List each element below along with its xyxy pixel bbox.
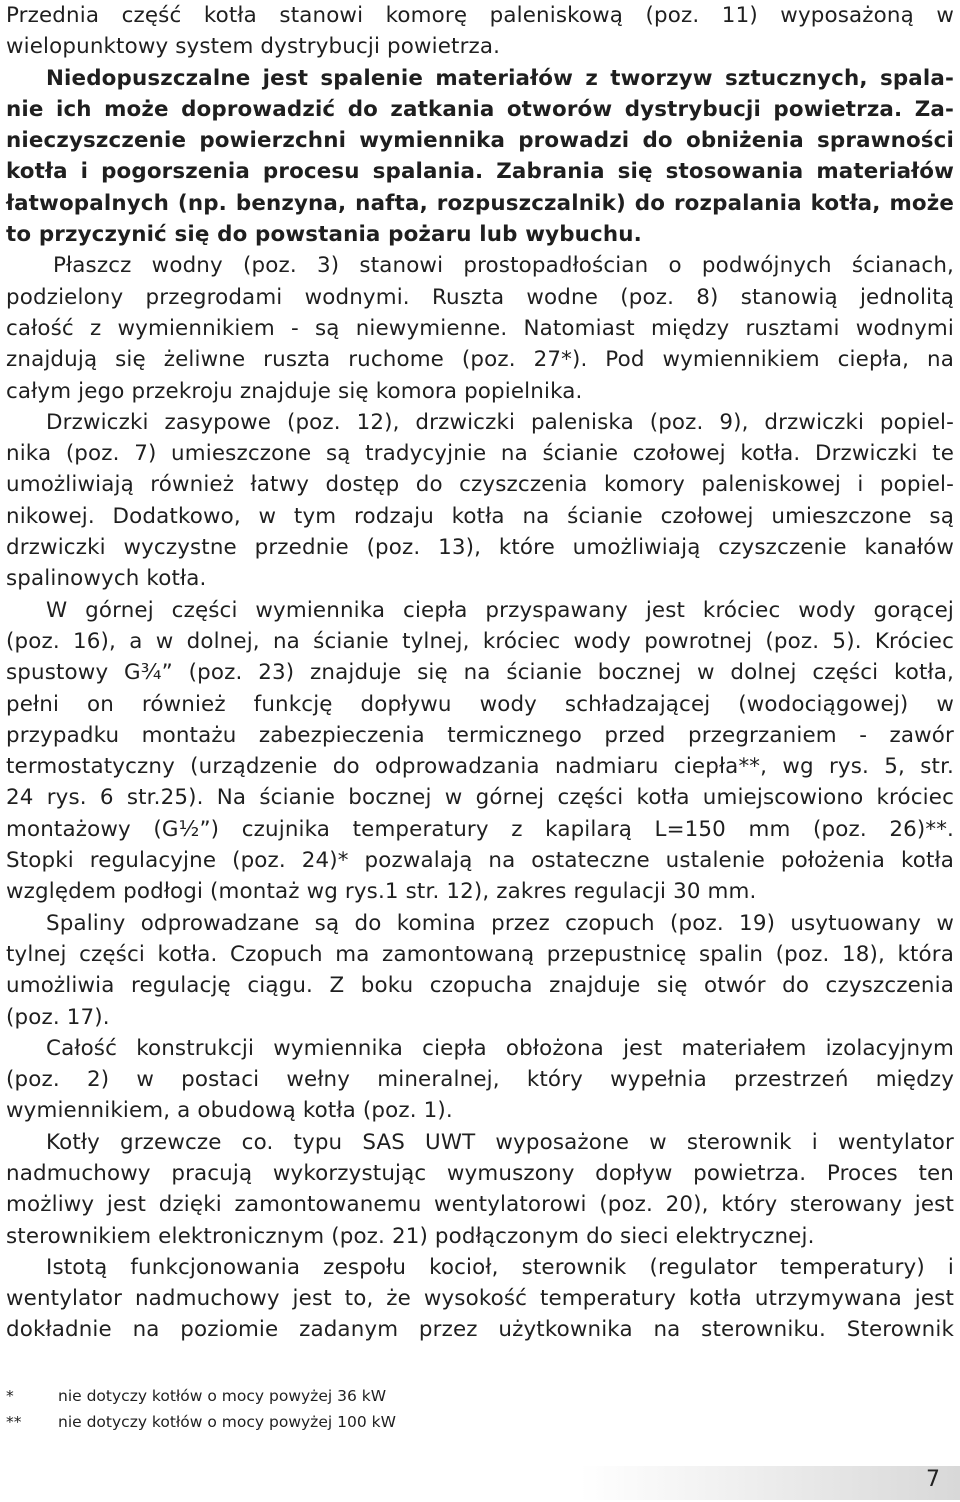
text-line: Kotły grzewcze co. typu SAS UWT wyposażone w sterownik i wentylator bbox=[46, 1129, 954, 1155]
text-line: całym jego przekroju znajduje się komora popielnika. bbox=[6, 378, 583, 404]
text-line: możliwy jest dzięki zamontowanemu wentylatorowi (poz. 20), który sterowany jest bbox=[6, 1192, 954, 1218]
text-line: Całość konstrukcji wymiennika ciepła obłożona jest materiałem izolacyjnym bbox=[46, 1035, 954, 1061]
text-line: (poz. 17). bbox=[6, 1004, 110, 1030]
footnote-2 bbox=[6, 1409, 706, 1435]
text-line: tylnej części kotła. Czopuch ma zamontowaną przepustnicę spalin (poz. 18), która bbox=[6, 941, 954, 967]
footnote-text: nie dotyczy kotłów o mocy powyżej 36 kW bbox=[58, 1387, 387, 1405]
text-line: Płaszcz wodny (poz. 3) stanowi prostopadłościan o podwójnych ścianach, bbox=[53, 253, 954, 279]
text-line: drzwiczki wyczystne przednie (poz. 13), które umożliwiają czyszczenie kanałów bbox=[6, 535, 954, 561]
text-line: Drzwiczki zasypowe (poz. 12), drzwiczki paleniska (poz. 9), drzwiczki popiel- bbox=[46, 409, 954, 435]
page-number-bar bbox=[580, 1466, 960, 1500]
text-line: montażowy (G½”) czujnika temperatury z kapilarą L=150 mm (poz. 26)**. bbox=[6, 816, 954, 842]
footnote-mark: ** bbox=[6, 1413, 22, 1431]
text-line: nika (poz. 7) umieszczone są tradycyjnie na ścianie czołowej kotła. Drzwiczki te bbox=[6, 441, 954, 467]
text-line: nieczyszczenie powierzchni wymiennika prowadzi do obniżenia sprawności bbox=[6, 128, 954, 154]
footnote-text: nie dotyczy kotłów o mocy powyżej 100 kW bbox=[58, 1413, 396, 1431]
text-line: 24 rys. 6 str.25). Na ścianie bocznej w górnej części kotła umiejscowiono króciec bbox=[6, 785, 954, 811]
text-line: dokładnie na poziomie zadanym przez użytkownika na sterowniku. Sterownik bbox=[6, 1317, 954, 1343]
text-line: wielopunktowy system dystrybucji powietrza. bbox=[6, 34, 501, 60]
text-line: (poz. 2) w postaci wełny mineralnej, który wypełnia przestrzeń między bbox=[6, 1067, 954, 1093]
text-line: przypadku montażu zabezpieczenia termicznego przed przegrzaniem - zawór bbox=[6, 722, 954, 748]
text-line: nikowej. Dodatkowo, w tym rodzaju kotła na ścianie czołowej umieszczone są bbox=[6, 503, 954, 529]
page-number: 7 bbox=[926, 1467, 940, 1492]
text-line: umożliwia regulację ciągu. Z boku czopucha znajduje się otwór do czyszczenia bbox=[6, 973, 954, 999]
text-line: względem podłogi (montaż wg rys.1 str. 12), zakres regulacji 30 mm. bbox=[6, 879, 757, 905]
footnote-mark: * bbox=[6, 1387, 14, 1405]
text-line: nie ich może doprowadzić do zatkania otworów dystrybucji powietrza. Za- bbox=[6, 96, 954, 122]
text-line: Istotą funkcjonowania zespołu kocioł, sterownik (regulator temperatury) i bbox=[46, 1254, 954, 1280]
text-line: wentylator nadmuchowy jest to, że wysokość temperatury kotła utrzymywana jest bbox=[6, 1286, 954, 1312]
text-line: to przyczynić się do powstania pożaru lub wybuchu. bbox=[6, 222, 642, 248]
text-line: termostatyczny (urządzenie do odprowadzania nadmiaru ciepła**, wg rys. 5, str. bbox=[6, 754, 954, 780]
text-line: pełni on również funkcję dopływu wody schładzającej (wodociągowej) w bbox=[6, 691, 954, 717]
text-line: (poz. 16), a w dolnej, na ścianie tylnej, króciec wody powrotnej (poz. 5). Króciec bbox=[6, 628, 954, 654]
text-line: podzielony przegrodami wodnymi. Ruszta wodne (poz. 8) stanowią jednolitą bbox=[6, 284, 954, 310]
text-line: całość z wymiennikiem - są niewymienne. Natomiast między rusztami wodnymi bbox=[6, 315, 954, 341]
text-line: W górnej części wymiennika ciepła przyspawany jest króciec wody gorącej bbox=[46, 597, 954, 623]
text-line: Stopki regulacyjne (poz. 24)* pozwalają na ostateczne ustalenie położenia kotła bbox=[6, 848, 954, 874]
text-line: Przednia część kotła stanowi komorę paleniskową (poz. 11) wyposażoną w bbox=[6, 3, 954, 28]
text-line: nadmuchowy pracują wykorzystując wymuszony dopływ powietrza. Proces ten bbox=[6, 1160, 954, 1186]
text-line: spalinowych kotła. bbox=[6, 566, 207, 592]
footnote-1 bbox=[6, 1383, 706, 1409]
footnotes bbox=[6, 1383, 706, 1435]
text-line: sterownikiem elektronicznym (poz. 21) podłączonym do sieci elektrycznej. bbox=[6, 1223, 815, 1249]
text-line: Niedopuszczalne jest spalenie materiałów z tworzyw sztucznych, spala- bbox=[46, 65, 954, 91]
text-line: znajdują się żeliwne ruszta ruchome (poz. 27*). Pod wymiennikiem ciepła, na bbox=[6, 347, 954, 373]
text-line: umożliwiają również łatwy dostęp do czyszczenia komory paleniskowej i popiel- bbox=[6, 472, 954, 498]
text-line: Spaliny odprowadzane są do komina przez czopuch (poz. 19) usytuowany w bbox=[46, 910, 954, 936]
text-line: łatwopalnych (np. benzyna, nafta, rozpuszczalnik) do rozpalania kotła, może bbox=[6, 190, 954, 216]
text-line: wymiennikiem, a obudową kotła (poz. 1). bbox=[6, 1098, 453, 1124]
text-line: spustowy G¾” (poz. 23) znajduje się na ścianie bocznej w dolnej części kotła, bbox=[6, 660, 954, 686]
text-line: kotła i pogorszenia procesu spalania. Zabrania się stosowania materiałów bbox=[6, 159, 954, 185]
body-text bbox=[6, 0, 954, 1346]
